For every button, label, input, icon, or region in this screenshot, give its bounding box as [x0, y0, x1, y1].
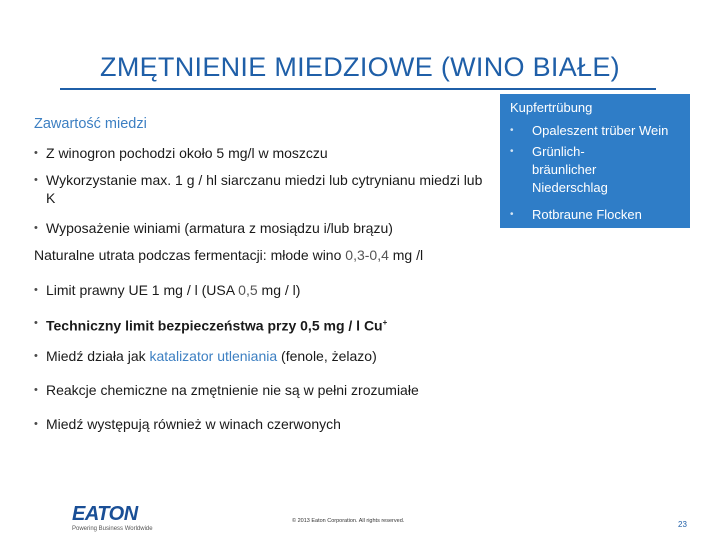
bullet-text: Reakcje chemiczne na zmętnienie nie są w pełni zrozumiałe	[46, 382, 419, 398]
cu-superscript: +	[382, 318, 388, 327]
catalyst-suffix: (fenole, żelazo)	[277, 348, 377, 364]
catalyst-accent: katalizator utleniania	[149, 348, 278, 364]
logo-tagline: Powering Business Worldwide	[72, 526, 153, 532]
bullet-dot-icon: •	[34, 317, 38, 329]
bullet-dot-icon: •	[510, 209, 514, 220]
natural-loss-line	[34, 246, 674, 264]
side-info-box	[500, 94, 690, 228]
logo-wordmark: EATON	[72, 503, 138, 525]
eu-limit-suffix: mg / l)	[257, 282, 301, 298]
copyright-text: © 2013 Eaton Corporation. All rights reserved.	[292, 518, 405, 524]
bullet-text	[34, 281, 674, 299]
bullet-text	[34, 314, 674, 335]
side-box-heading: Kupfertrübung	[510, 100, 593, 115]
bullet-dot-icon: •	[34, 418, 38, 430]
natural-loss-suffix: mg /l	[388, 247, 424, 263]
bullet-dot-icon: •	[34, 384, 38, 396]
bullet-text	[34, 347, 674, 365]
bullet-dot-icon: •	[510, 146, 514, 157]
side-box-item-text: Opaleszent trüber Wein	[532, 123, 669, 138]
side-box-item	[510, 206, 686, 224]
bullet-catalyst	[34, 347, 674, 365]
bullet-reactions	[34, 381, 674, 399]
bullet-dot-icon: •	[34, 222, 38, 234]
bullet-text: Wykorzystanie max. 1 g / hl siarczanu miedzi lub cytrynianu miedzi lub K	[46, 172, 483, 206]
side-box-item-text: Grünlich-bräunlicher Niederschlag	[532, 144, 608, 195]
side-box-item	[510, 122, 686, 140]
side-box-item-text: Rotbraune Flocken	[532, 207, 642, 222]
bullet-eu-limit	[34, 281, 674, 299]
title-underline	[60, 88, 656, 90]
bullet-dot-icon: •	[34, 284, 38, 296]
bullet-grape-origin	[34, 144, 484, 162]
bullet-dot-icon: •	[34, 350, 38, 362]
bullet-technical-limit	[34, 314, 674, 335]
bullet-equipment	[34, 219, 484, 237]
page-number: 23	[678, 520, 687, 529]
eu-limit-prefix: Limit prawny UE 1 mg / l (USA	[46, 282, 239, 298]
bullet-dot-icon: •	[510, 125, 514, 136]
bullet-red-wines	[34, 415, 674, 433]
bullet-dot-icon: •	[34, 147, 38, 159]
slide-title: ZMĘTNIENIE MIEDZIOWE (WINO BIAŁE)	[100, 52, 620, 82]
bullet-dot-icon: •	[34, 174, 38, 186]
eaton-logo	[72, 504, 153, 532]
bullet-text: Wyposażenie winiami (armatura z mosiądzu i/lub brązu)	[46, 220, 393, 236]
bullet-text: Z winogron pochodzi około 5 mg/l w moszczu	[46, 145, 328, 161]
eu-limit-number: 0,5	[238, 282, 258, 298]
bullet-text: Miedź występują również w winach czerwonych	[46, 416, 341, 432]
technical-limit-text: Techniczny limit bezpieczeństwa przy 0,5 mg / l Cu	[46, 317, 383, 334]
bullet-copper-sulfate	[34, 171, 484, 207]
natural-loss-prefix: Naturalne utrata podczas fermentacji: młode wino	[34, 247, 346, 263]
natural-loss-number: 0,3-0,4	[345, 247, 389, 263]
side-box-item	[510, 143, 686, 197]
catalyst-prefix: Miedź działa jak	[46, 348, 150, 364]
section-heading: Zawartość miedzi	[34, 116, 147, 132]
